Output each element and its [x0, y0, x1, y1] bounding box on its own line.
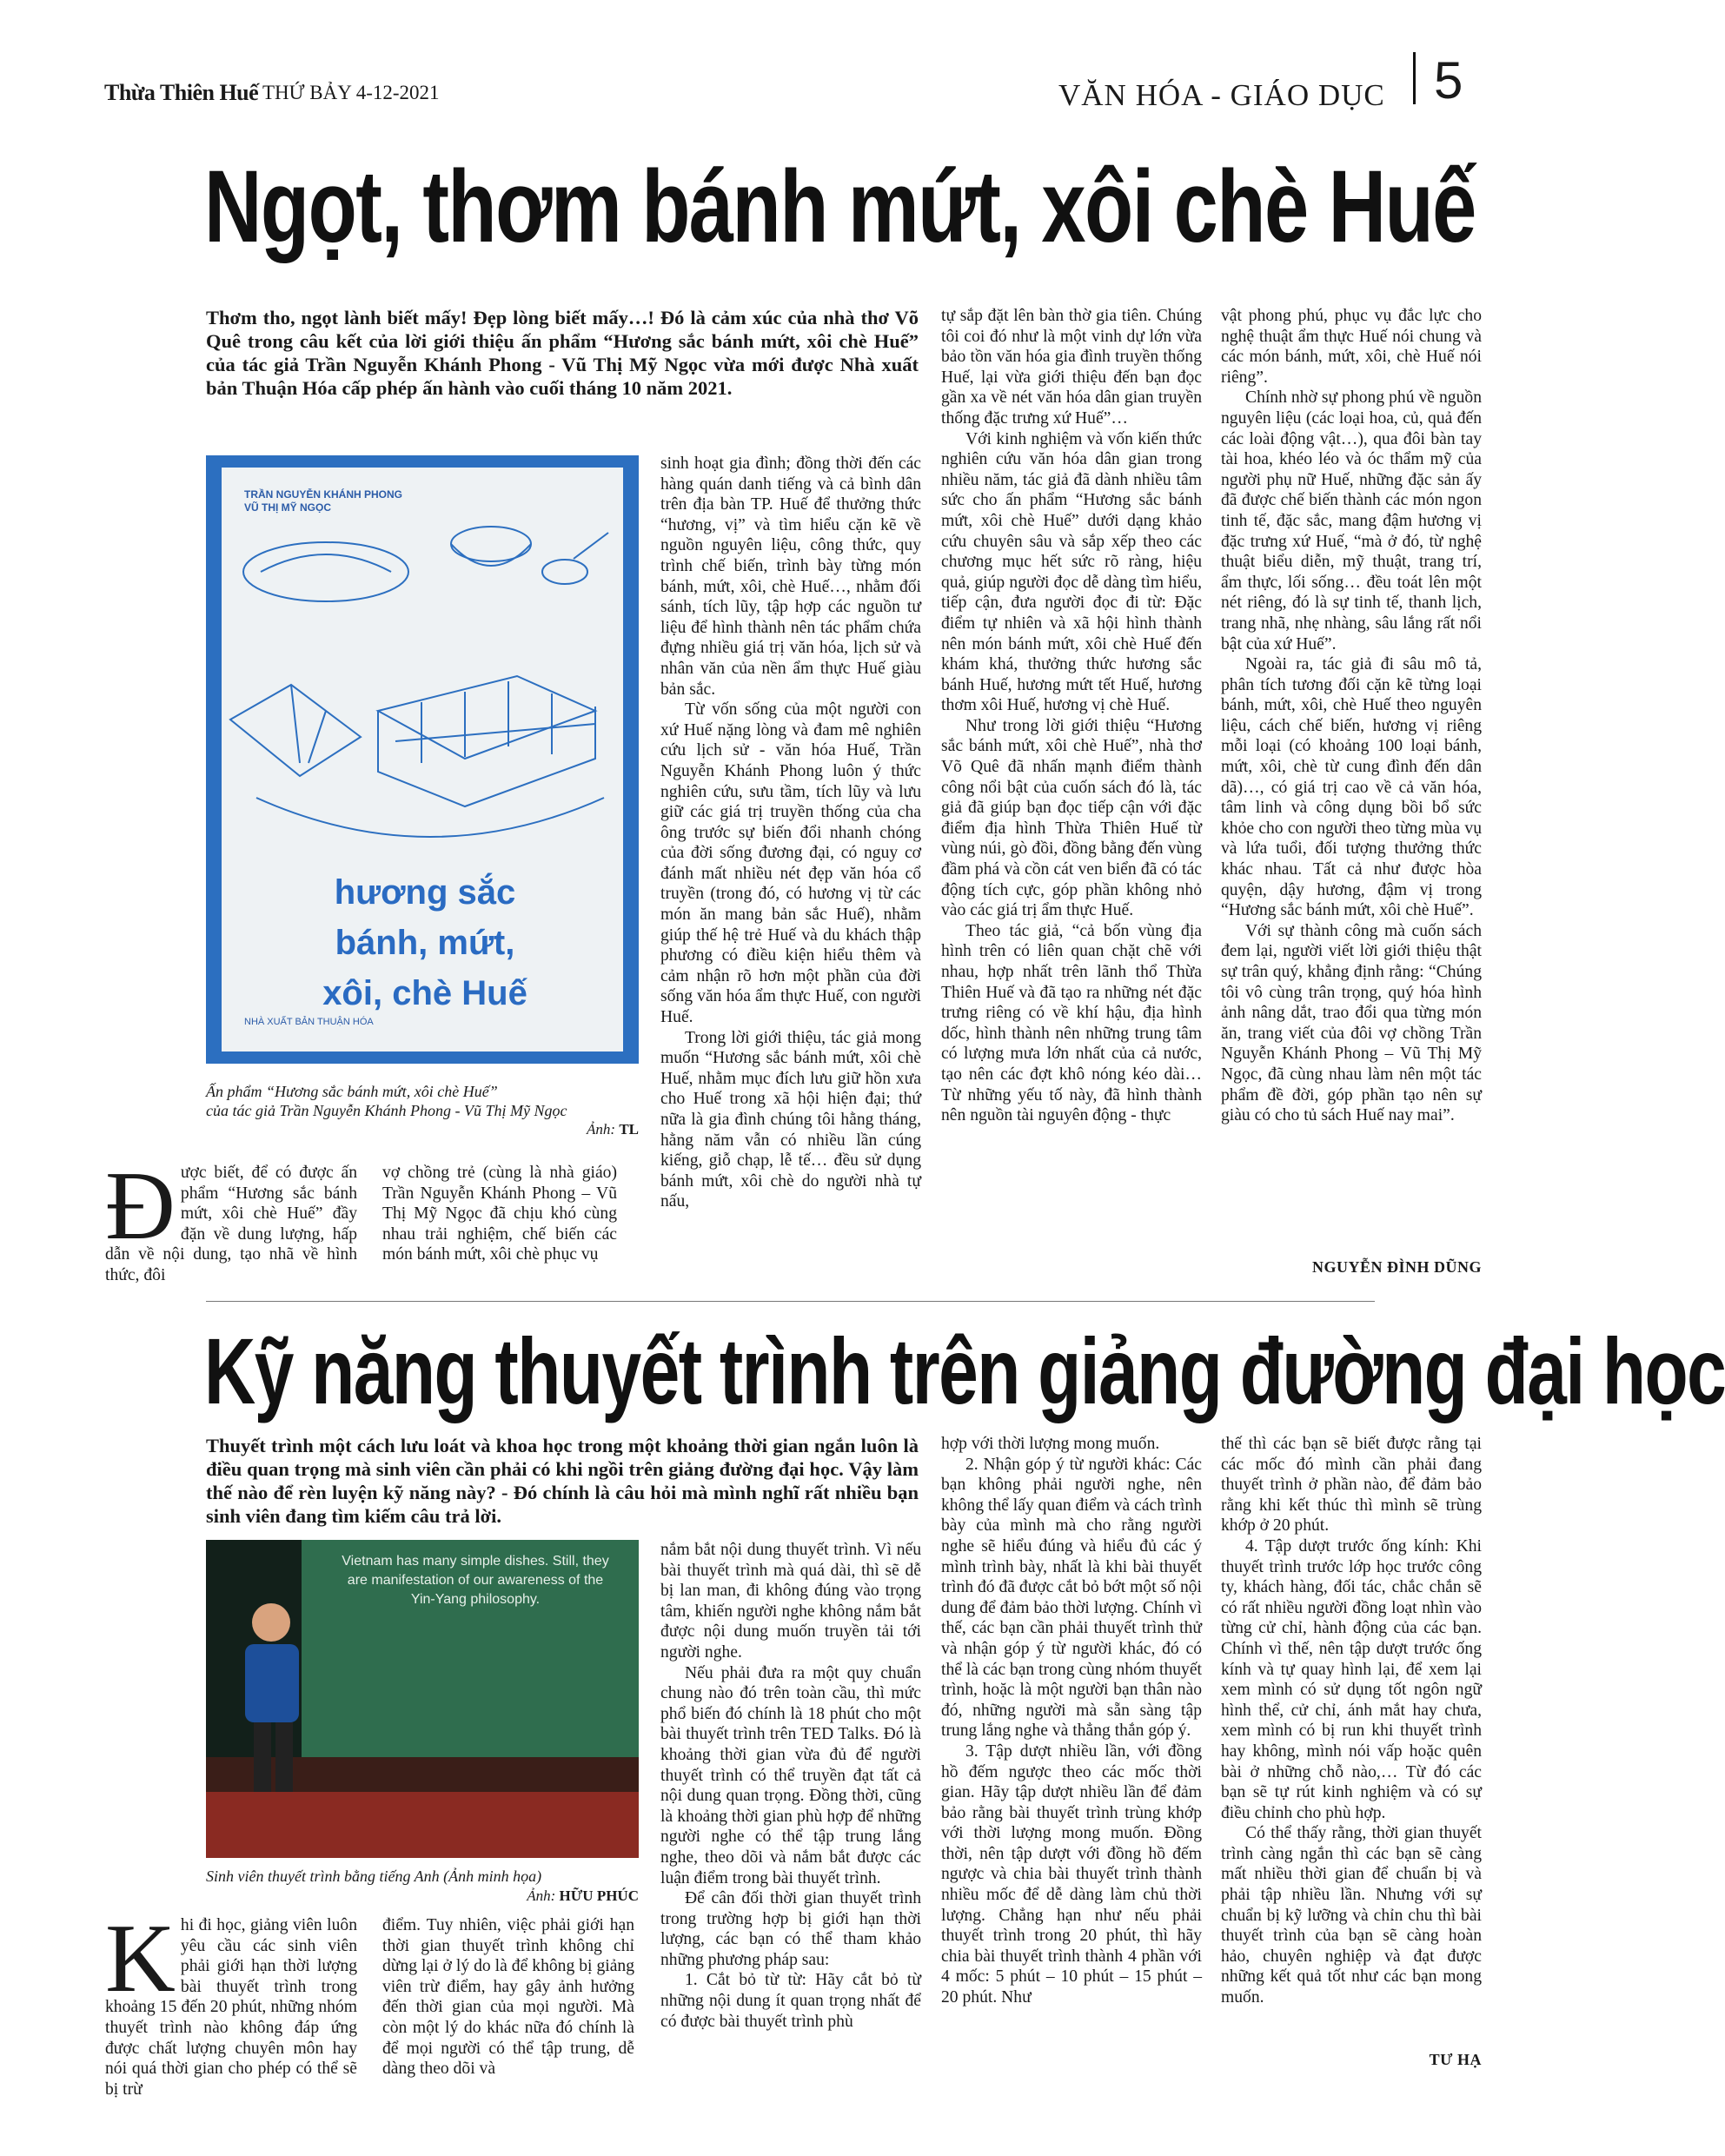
article2-col1: K hi đi học, giảng viên luôn yêu cầu các sinh viên phải giới hạn thời lượng bài thuyết trình trong khoảng 15 đến 20 phút, những nhóm thuyết trình nào không đáp ứng được chất lượng chuyên môn hay nói quá thời gian cho phép có thể sẽ bị trừ — [105, 1905, 357, 2099]
article2-lede: Thuyết trình một cách lưu loát và khoa học trong một khoảng thời gian ngắn luôn là điều quan trọng mà sinh viên cần phải có khi ngồi trên giảng đường đại học. Vậy làm thế nào để rèn luyện kỹ năng này? - Đó chính là câu hỏi mà mình nghĩ rất nhiều bạn sinh viên đang tìm kiếm câu trả lời. — [206, 1435, 919, 1527]
article1-col4: tự sắp đặt lên bàn thờ gia tiên. Chúng tôi coi đó như là một vinh dự lớn vừa bảo tồn văn hóa gia đình truyền thống Huế, lại vừa giới thiệu đến bạn đọc gần xa về nét văn hóa dân gian truyền thống đặc trưng xứ Huế”… Với kinh nghiệm và vốn kiến thức nghiên cứu văn hóa dân gian trong nhiều năm, tác giả đã dành nhiều tâm sức cho ấn phẩm “Hương sắc bánh mứt, xôi chè Huế” dưới dạng khảo cứu chuyên sâu và sắp xếp theo các chương mục hết sức rõ ràng, hiệu quả, giúp người đọc dễ dàng tìm hiểu, tiếp cận, đưa người đọc đi từ: Đặc điểm tự nhiên và xã hội hình thành nên món bánh mứt, xôi chè Huế đến khám khá, thưởng thức hương sắc bánh Huế, hương mứt tết Huế, hương thơm xôi Huế, hương vị chè Huế. Như trong lời giới thiệu “Hương sắc bánh mứt, xôi chè Huế”, nhà thơ Võ Quê đã nhấn mạnh điểm thành công nổi bật của cuốn sách đó là, tác giả đã giúp bạn đọc tiếp cận với đặc điểm địa hình Thừa Thiên Huế từ vùng núi, gò đồi, đồng bằng đến vùng đầm phá và cồn cát ven biển đã có tác động tích cực, góp phần không nhỏ vào các giá trị ẩm thực Huế. Theo tác giả, “cả bốn vùng địa hình trên có liên quan chặt chẽ với nhau, hợp nhất trên lãnh thổ Thừa Thiên Huế và đã tạo ra những nét đặc trưng riêng có về khí hậu, địa hình dốc, hình thành nên những trung tâm có lượng mưa lớn nhất của cả nước, tạo nên các đợt khô nóng kéo dài… Từ những yếu tố này, đã hình thành nên nguồn tài nguyên động - thực — [941, 307, 1202, 1125]
article2-dropcap: K — [105, 1905, 176, 2013]
article2-col5: thế thì các bạn sẽ biết được rằng tại các mốc đó mình cần phải đang thuyết trình ở phần nào, để đảm bảo rằng khi kết thúc thì mình sẽ trùng khớp ở 20 phút. 4. Tập dượt trước ống kính: Khi thuyết trình trước lớp học trước công ty, khách hàng, đối tác, chắc chắn sẽ có rất nhiều người đồng loạt nhìn vào từng cử chỉ, hành động của các bạn. Chính vì thế, nên tập dượt trước ống kính và tự quay hình lại, để xem lại xem mình có sử dụng tốt ngôn ngữ hình thể, cử chỉ, ánh mắt hay chưa, xem mình có bị run khi thuyết trình hay không, mình nói vấp hoặc quên bài ở những chỗ nào,… Từ đó các bạn sẽ tự rút kinh nghiệm và có sự điều chỉnh cho phù hợp. Có thể thấy rằng, thời gian thuyết trình càng ngắn thì các bạn sẽ càng mất nhiều thời gian để chuẩn bị và phải tập nhiều lần. Nhưng với sự chuẩn bị kỹ lưỡng và chỉn chu thì bài thuyết trình của bạn sẽ càng hoàn hảo, chuyên nghiệp và đạt được những kết quả tốt như các bạn mong muốn. — [1221, 1435, 1482, 2007]
article1-col2: vợ chồng trẻ (cùng là nhà giáo) Trần Nguyễn Khánh Phong – Vũ Thị Mỹ Ngọc đã chịu khó cùng nhau trải nghiệm, chế biến các món bánh mứt, xôi chè phục vụ — [382, 1164, 617, 1264]
article2-photo-credit: Ảnh: HỮU PHÚC — [527, 1887, 639, 1904]
article1-title: Ngọt, thơm bánh mứt, xôi chè Huế — [204, 149, 1476, 264]
article2-title: Kỹ năng thuyết trình trên giảng đường đại học — [204, 1318, 1725, 1423]
article2-col4: hợp với thời lượng mong muốn. 2. Nhận góp ý từ người khác: Các bạn không phải người nghe, nên không thể lấy quan điểm và cách trình bày của mình mà cho rằng người nghe sẽ hiểu đúng và hiểu đủ các ý mình trình bày, nhất là khi bài thuyết trình đó đã được cắt bỏ bớt một số nội dung để đảm bảo thời lượng. Chính vì thế, các bạn cần phải thuyết trình thử và nhận góp ý từ người khác, đó có thể là các bạn trong cùng nhóm thuyết trình, hoặc là một người bạn thân nào đó, những người mà sẵn sàng tập trung lắng nghe và thẳng thắn góp ý. 3. Tập dượt nhiều lần, với đồng hồ đếm ngược theo các mốc thời gian. Hãy tập dượt nhiều lần để đảm bảo rằng bài thuyết trình trùng khớp với thời lượng mong muốn. Đồng thời, nên tập dượt với đồng hồ đếm ngược và chia bài thuyết trình thành nhiều mốc để dễ dàng làm chủ thời lượng. Chẳng hạn như nếu phải thuyết trình trong 20 phút, thì hãy chia bài thuyết trình thành 4 phần với 4 mốc: 5 phút – 10 phút – 15 phút – 20 phút. Như — [941, 1435, 1202, 2007]
cover-publisher: NHÀ XUẤT BẢN THUẬN HÓA — [244, 1017, 374, 1027]
page-number: 5 — [1434, 51, 1463, 109]
article1-caption: Ấn phẩm “Hương sắc bánh mứt, xôi chè Huế” của tác giả Trần Nguyễn Khánh Phong - Vũ Thị Mỹ Ngọc — [206, 1083, 567, 1119]
article-separator — [206, 1301, 1375, 1302]
cover-title: hương sắc bánh, mứt, xôi, chè Huế — [322, 873, 527, 1012]
slide-text: Vietnam has many simple dishes. Still, they are manifestation of our awareness of the Yin-Yang philosophy. — [342, 1554, 609, 1607]
article1-author: NGUYỄN ĐÌNH DŨNG — [1311, 1258, 1482, 1276]
section-label: VĂN HÓA - GIÁO DỤC — [1058, 78, 1385, 112]
article2-col2: điểm. Tuy nhiên, việc phải giới hạn thời gian thuyết trình không chỉ dừng lại ở lý do là để không bị giảng viên trừ điểm, hay gây ảnh hưởng đến thời gian của mọi người. Mà còn một lý do khác nữa đó chính là để mọi người có thể tập trung, dễ dàng theo dõi và — [382, 1916, 634, 2079]
article2-col3: nắm bắt nội dung thuyết trình. Vì nếu bài thuyết trình mà quá dài, thì sẽ dễ bị lan man, đi không đúng vào trọng tâm, khiến người nghe không nắm bắt được nội dung muốn truyền tải tới người nghe. Nếu phải đưa ra một quy chuẩn chung nào đó trên toàn cầu, thì mức phổ biến đó chính là 18 phút cho một bài thuyết trình trên TED Talks. Đó là khoảng thời gian vừa đủ để người thuyết trình có thể truyền đạt tất cả nội dung quan trọng. Đồng thời, cũng là khoảng thời gian phù hợp để những người nghe có thể tập trung lắng nghe, theo dõi và nắm bắt được các luận điểm trong bài thuyết trình. Để cân đối thời gian thuyết trình trong trường hợp bị giới hạn thời lượng, các bạn có thể tham khảo những phương pháp sau: 1. Cắt bỏ từ từ: Hãy cắt bỏ từ những nội dung ít quan trọng nhất để có được bài thuyết trình phù — [660, 1541, 921, 2031]
article1-col3: sinh hoạt gia đình; đồng thời đến các hàng quán danh tiếng và cả bình dân trên địa bàn TP. Huế để thưởng thức “hương, vị” và tìm hiểu cặn kẽ về nguồn nguyên liệu, công thức, quy trình chế biến, trình bày từng món bánh, mứt, xôi, chè Huế…, nhằm đối sánh, tích lũy, tập hợp các nguồn tư liệu để hình thành nên tác phẩm chứa đựng nhiều giá trị văn hóa, lịch sử và nhân văn của nền ẩm thực Huế giàu bản sắc. Từ vốn sống của một người con xứ Huế nặng lòng và đam mê nghiên cứu lịch sử - văn hóa Huế, Trần Nguyễn Khánh Phong luôn ý thức nghiên cứu, sưu tầm, tích lũy và lưu giữ các giá trị truyền thống của cha ông trước sự biến đổi nhanh chóng của đời sống đương đại, có nguy cơ đánh mất nhiều nét đẹp văn hóa cổ truyền (trong đó, có hương vị từ các món ăn mang bản sắc Huế), nhằm giúp thế hệ trẻ Huế và du khách thập phương có điều kiện hiểu thêm và cảm nhận rõ hơn một phần của đời sống văn hóa ẩm thực Huế, con người Huế. Trong lời giới thiệu, tác giả mong muốn “Hương sắc bánh mứt, xôi chè Huế, nhằm mục đích lưu giữ hồn xưa cho Huế trong xã hội hiện đại; thứ nữa là gia đình chúng tôi hằng tháng, hằng năm vẫn có nhiều lần cúng kiếng, giỗ chạp, lễ tế… đều sử dụng bánh mứt, xôi chè do người nhà tự nấu, — [660, 454, 921, 1211]
book-cover-image — [206, 455, 639, 1064]
article1-col5: vật phong phú, phục vụ đắc lực cho nghệ thuật ẩm thực Huế nói chung và các món bánh, mứt, xôi, chè Huế nói riêng”. Chính nhờ sự phong phú về nguồn nguyên liệu (các loại hoa, củ, quả đến các loài động vật…), qua đôi bàn tay tài hoa, khéo léo và óc thẩm mỹ của người phụ nữ Huế, những đặc sản ấy đã được chế biến thành các món ngon tinh tế, đặc sắc, mang đậm hương vị đặc trưng xứ Huế, “mà ở đó, từ nghệ thuật biểu diễn, mỹ thuật, trang trí, ẩm thực, lối sống… đều toát lên một nét riêng, đó là sự tinh tế, thanh lịch, trang nhã, nhẹ nhàng, sâu lắng rất nổi bật của xứ Huế”. Ngoài ra, tác giả đi sâu mô tả, phân tích tương đối cặn kẽ từng loại bánh, mứt, xôi, chè Huế theo nguyên liệu, cách chế biến, hương vị riêng mỗi loại (có khoảng 100 loại bánh, mứt, xôi, chè từ cung đình đến dân dã)…, có giá trị cao về cả văn hóa, tâm linh và công dụng bồi bổ sức khỏe cho con người theo từng mùa vụ và lứa tuổi, đối tượng thưởng thức khác nhau. Tất cả như được hòa quyện, dậy hương, đậm vị trong “Hương sắc bánh mứt, xôi chè Huế”. Với sự thành công mà cuốn sách đem lại, người viết lời giới thiệu thật sự trân quý, khẳng định rằng: “Chúng tôi vô cùng trân trọng, quý hóa hình ảnh nâng dắt, trao đổi qua từng món ăn, trang viết của đôi vợ chồng Trần Nguyễn Khánh Phong – Vũ Thị Mỹ Ngọc, đã cùng nhau làm nên một tác phẩm đề đời, góp phần tạo nên sự giàu có cho tủ sách Huế nay mai”. — [1221, 307, 1482, 1125]
article1-dropcap: Đ — [105, 1152, 176, 1260]
article2-author: TƯ HẠ — [1429, 2051, 1482, 2068]
header-divider — [1413, 52, 1416, 104]
article2-caption: Sinh viên thuyết trình bằng tiếng Anh (Ảnh minh họa) — [206, 1867, 542, 1885]
article1-photo-credit: Ảnh: TL — [587, 1121, 639, 1138]
cover-authors: TRẦN NGUYỄN KHÁNH PHONG VŨ THỊ MỸ NGỌC — [244, 488, 403, 514]
paper-name: Thừa Thiên Huế — [104, 80, 259, 105]
article1-col1: Đ ược biết, để có được ấn phẩm “Hương sắc bánh mứt, xôi chè Huế” đầy đặn về dung lượng, hấp dẫn về nội dung, tạo nhã về hình thức, đôi — [105, 1152, 357, 1284]
food-sketch-illustration — [222, 511, 623, 893]
presentation-photo — [206, 1540, 639, 1858]
issue-date: THỨ BẢY 4-12-2021 — [262, 82, 440, 103]
article1-lede: Thơm tho, ngọt lành biết mấy! Đẹp lòng biết mấy…! Đó là cảm xúc của nhà thơ Võ Quê trong câu kết của lời giới thiệu ấn phẩm “Hương sắc bánh mứt, xôi chè Huế” của tác giả Trần Nguyễn Khánh Phong - Vũ Thị Mỹ Ngọc vừa mới được Nhà xuất bản Thuận Hóa cấp phép ấn hành vào cuối tháng 10 năm 2021. — [206, 307, 919, 399]
